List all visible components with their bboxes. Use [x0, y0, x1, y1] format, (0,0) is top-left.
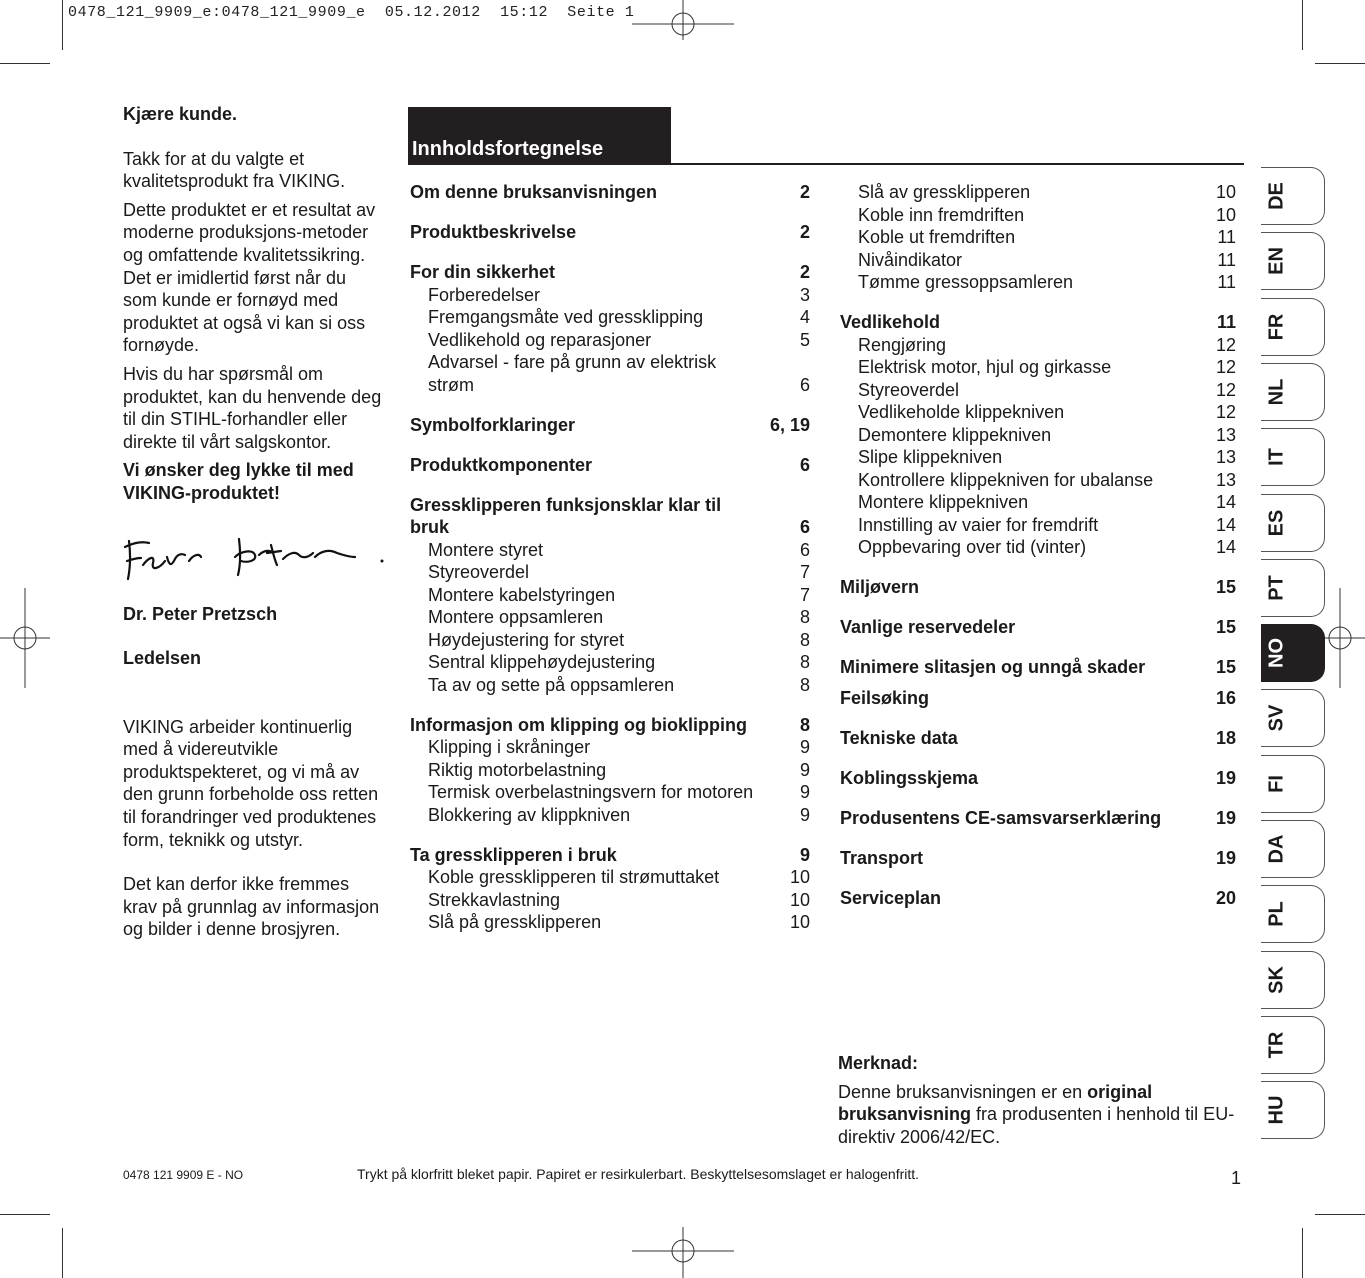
language-tab-label: HU [1265, 1095, 1288, 1125]
wish-text: Vi ønsker deg lykke til med VIKING-produktet! [123, 460, 354, 503]
document-code: 0478 121 9909 E - NO [123, 1168, 244, 1182]
language-tab-label: IT [1265, 448, 1288, 467]
toc-section-entry[interactable] [410, 414, 810, 437]
toc-entry-page: 8 [799, 629, 810, 650]
toc-entry-title: Kontrollere klippekniven for ubalanse [858, 469, 1154, 490]
toc-entry-page: 9 [799, 844, 810, 865]
toc-entry-title: Miljøvern [840, 577, 920, 597]
toc-entry-title: Ta gressklipperen i bruk [410, 844, 617, 865]
intro-paragraph: Dette produktet er et resultat av moderne produksjons-metoder og omfattende kvalitetssikring. Det er imidlertid først når du som kunde er fornøyd med produktet at også vi kan si oss fornøyde. [123, 199, 376, 356]
toc-entry-title: Vedlikeholde klippekniven [858, 402, 1065, 422]
toc-subentry[interactable] [410, 736, 810, 759]
toc-title: Innholdsfortegnelse [412, 138, 604, 160]
toc-entry-page: 9 [799, 759, 810, 780]
language-tab-es[interactable] [1261, 494, 1325, 552]
toc-entry-page: 2 [799, 262, 810, 282]
language-tab-nl[interactable] [1261, 363, 1325, 421]
toc-subentry[interactable] [840, 181, 1236, 204]
toc-entry-title: Gressklipperen funksjonsklar klar til bruk [410, 494, 722, 537]
crop-mark [62, 0, 63, 50]
toc-entry-page: 2 [799, 222, 810, 242]
toc-entry-page: 14 [1215, 492, 1236, 512]
toc-entry-page: 8 [799, 674, 810, 695]
language-tab-fr[interactable] [1261, 298, 1325, 356]
language-tab-label: FR [1265, 313, 1288, 340]
toc-entry-page: 16 [1215, 687, 1236, 708]
toc-entry-page: 12 [1215, 379, 1236, 400]
toc-entry-page: 10 [789, 889, 810, 910]
toc-entry-page: 8 [799, 652, 810, 672]
registration-mark-top [632, 0, 734, 40]
toc-entry-title: Fremgangsmåte ved gressklipping [428, 307, 704, 327]
toc-column-2 [840, 181, 1236, 909]
note-heading: Merknad: [838, 1053, 919, 1073]
toc-entry-title: Oppbevaring over tid (vinter) [858, 537, 1087, 557]
signer-name: Dr. Peter Pretzsch [123, 603, 278, 624]
toc-subentry[interactable] [840, 249, 1236, 272]
toc-section-entry[interactable] [840, 687, 1236, 710]
toc-section-entry[interactable] [410, 494, 810, 539]
toc-entry-page: 7 [799, 584, 810, 605]
toc-entry-title: Vanlige reservedeler [840, 617, 1016, 637]
intro-paragraph: Takk for at du valgte et kvalitetsprodukt fra VIKING. [123, 148, 346, 192]
toc-entry-page: 9 [799, 804, 810, 825]
intro-paragraph: VIKING arbeider kontinuerlig med å videreutvikle produktspekteret, og vi må av den grunn forbeholde oss retten til forandringer ved produktenes form, teknikk og utstyr. [123, 716, 379, 850]
toc-subentry[interactable] [840, 379, 1236, 402]
toc-entry-title: Montere oppsamleren [428, 607, 604, 627]
toc-entry-page: 6 [799, 517, 810, 537]
toc-entry-page: 12 [1215, 402, 1236, 422]
toc-subentry[interactable] [410, 351, 810, 396]
toc-entry-title: Tekniske data [840, 727, 958, 748]
language-tab-label: DE [1265, 182, 1288, 210]
toc-entry-title: Slå av gressklipperen [858, 182, 1031, 202]
toc-entry-title: Tømme gressoppsamleren [858, 272, 1074, 292]
toc-entry-title: Minimere slitasjen og unngå skader [840, 657, 1146, 677]
paper-note: Trykt på klorfritt bleket papir. Papiret er resirkulerbart. Beskyttelsesomslaget er halogenfritt. [357, 1166, 920, 1182]
toc-entry-title: Produsentens CE-samsvarserklæring [840, 807, 1162, 828]
toc-subentry[interactable] [840, 446, 1236, 469]
signature-image [123, 527, 385, 597]
toc-entry-page: 6 [799, 539, 810, 560]
crop-mark [1315, 1214, 1365, 1215]
toc-entry-title: Styreoverdel [858, 379, 960, 400]
intro-paragraph: Det kan derfor ikke fremmes krav på grunnlag av informasjon og bilder i denne brosjyren. [123, 874, 380, 940]
toc-section-entry[interactable] [410, 261, 810, 284]
toc-section-entry[interactable] [410, 181, 810, 204]
registration-mark-bottom [632, 1227, 734, 1278]
toc-entry-title: Koblingsskjema [840, 767, 979, 788]
toc-entry-title: Montere styret [428, 539, 544, 560]
crop-mark [1302, 1228, 1303, 1278]
toc-entry-title: Blokkering av klippkniven [428, 804, 631, 825]
toc-entry-page: 9 [799, 782, 810, 802]
toc-entry-page: 14 [1215, 514, 1236, 535]
language-tab-sv[interactable] [1261, 689, 1325, 747]
toc-entry-page: 10 [789, 867, 810, 887]
toc-subentry[interactable] [840, 469, 1236, 492]
toc-entry-page: 13 [1215, 424, 1236, 445]
toc-entry-page: 3 [799, 284, 810, 305]
language-tab-label: TR [1265, 1031, 1288, 1059]
toc-entry-page: 15 [1215, 657, 1236, 677]
crop-mark [1315, 63, 1365, 64]
toc-section-entry[interactable] [840, 847, 1236, 870]
toc-entry-page: 20 [1215, 887, 1236, 908]
toc-entry-page: 10 [1215, 204, 1236, 225]
language-tab-label: SK [1265, 965, 1288, 994]
toc-entry-title: Høydejustering for styret [428, 629, 625, 650]
print-slug: 0478_121_9909_e:0478_121_9909_e 05.12.2012 15:12 Seite 1 [68, 4, 635, 21]
toc-subentry[interactable] [410, 329, 810, 352]
toc-entry-page: 12 [1215, 334, 1236, 355]
toc-entry-page: 14 [1215, 537, 1236, 557]
toc-subentry[interactable] [840, 514, 1236, 537]
toc-entry-title: Advarsel - fare på grunn av elektrisk strøm [428, 352, 717, 395]
toc-subentry[interactable] [840, 226, 1236, 249]
toc-entry-title: Koble ut fremdriften [858, 227, 1016, 247]
toc-subentry[interactable] [410, 629, 810, 652]
toc-section-entry[interactable] [410, 714, 810, 737]
toc-subentry[interactable] [410, 584, 810, 607]
language-tab-label: ES [1265, 509, 1288, 536]
toc-entry-page: 5 [799, 329, 810, 350]
toc-entry-page: 18 [1215, 727, 1236, 748]
toc-entry-title: Ta av og sette på oppsamleren [428, 674, 675, 695]
language-tab-en[interactable] [1261, 232, 1325, 290]
toc-entry-title: Informasjon om klipping og bioklipping [410, 714, 747, 735]
toc-subentry[interactable] [410, 651, 810, 674]
toc-subentry[interactable] [410, 781, 810, 804]
intro-column [123, 103, 385, 947]
toc-subentry[interactable] [410, 606, 810, 629]
toc-subentry[interactable] [410, 911, 810, 934]
toc-subentry[interactable] [410, 889, 810, 912]
toc-entry-title: Termisk overbelastningsvern for motoren [428, 782, 754, 802]
toc-entry-title: Om denne bruksanvisningen [410, 182, 658, 202]
toc-section-entry[interactable] [840, 887, 1236, 910]
toc-entry-title: Montere kabelstyringen [428, 584, 616, 605]
toc-entry-title: Montere klippekniven [858, 492, 1029, 512]
toc-entry-page: 12 [1215, 357, 1236, 377]
toc-entry-title: Nivåindikator [858, 249, 963, 270]
toc-entry-page: 8 [799, 714, 810, 735]
toc-entry-page: 11 [1217, 227, 1236, 247]
toc-entry-title: Forberedelser [428, 284, 541, 305]
language-tab-sk[interactable] [1261, 951, 1325, 1009]
toc-subentry[interactable] [410, 759, 810, 782]
toc-entry-title: Produktbeskrivelse [410, 222, 577, 242]
toc-subentry[interactable] [840, 491, 1236, 514]
crop-mark [0, 1214, 50, 1215]
toc-entry-page: 11 [1216, 312, 1236, 332]
language-tab-da[interactable] [1261, 820, 1325, 878]
language-tab-label: SV [1265, 705, 1288, 732]
toc-entry-title: Sentral klippehøydejustering [428, 652, 656, 672]
language-tab-label: PT [1265, 575, 1288, 601]
toc-entry-page: 6, 19 [769, 414, 810, 435]
toc-entry-title: Strekkavlastning [428, 889, 561, 910]
toc-entry-page: 15 [1215, 577, 1236, 597]
toc-entry-page: 8 [799, 607, 810, 627]
toc-entry-page: 2 [799, 182, 810, 202]
intro-paragraph: Hvis du har spørsmål om produktet, kan du henvende deg til din STIHL-forhandler eller direkte til vårt salgskontor. [123, 363, 382, 452]
toc-entry-page: 11 [1217, 249, 1236, 270]
toc-entry-title: Rengjøring [858, 334, 947, 355]
toc-subentry[interactable] [410, 866, 810, 889]
toc-entry-title: Symbolforklaringer [410, 414, 576, 435]
toc-entry-title: Klipping i skråninger [428, 737, 591, 757]
toc-subentry[interactable] [840, 401, 1236, 424]
registration-mark-left [0, 588, 50, 688]
toc-section-entry[interactable] [840, 807, 1236, 830]
toc-entry-page: 11 [1217, 272, 1236, 292]
language-tab-label: NO [1265, 638, 1288, 669]
toc-entry-title: Koble gressklipperen til strømuttaket [428, 867, 720, 887]
toc-subentry[interactable] [840, 204, 1236, 227]
note-emphasis: original bruksanvisning [838, 1081, 1153, 1125]
toc-subentry[interactable] [840, 424, 1236, 447]
toc-subentry[interactable] [840, 356, 1236, 379]
toc-section-entry[interactable] [410, 454, 810, 477]
note-block [838, 1052, 1238, 1148]
language-tab-no[interactable] [1261, 624, 1325, 682]
toc-entry-title: Riktig motorbelastning [428, 759, 607, 780]
language-tab-label: EN [1265, 247, 1288, 276]
toc-entry-page: 19 [1215, 847, 1236, 868]
toc-section-entry[interactable] [410, 844, 810, 867]
language-tab-fi[interactable] [1261, 755, 1325, 813]
toc-title-bar [408, 107, 671, 163]
toc-entry-title: Serviceplan [840, 887, 942, 908]
language-tab-pl[interactable] [1261, 885, 1325, 943]
toc-subentry[interactable] [410, 561, 810, 584]
toc-entry-page: 13 [1215, 447, 1236, 467]
toc-subentry[interactable] [410, 539, 810, 562]
toc-subentry[interactable] [410, 674, 810, 697]
language-tab-it[interactable] [1261, 428, 1325, 486]
toc-entry-title: Demontere klippekniven [858, 424, 1052, 445]
language-tab-label: PL [1265, 901, 1288, 928]
toc-entry-title: Vedlikehold og reparasjoner [428, 329, 652, 350]
toc-section-entry[interactable] [410, 221, 810, 244]
signer-role: Ledelsen [123, 648, 202, 669]
toc-entry-page: 4 [799, 307, 810, 327]
toc-subentry[interactable] [840, 271, 1236, 294]
divider [408, 163, 1244, 165]
crop-mark [1302, 0, 1303, 50]
toc-entry-page: 10 [1215, 182, 1236, 202]
toc-entry-title: Slå på gressklipperen [428, 912, 602, 932]
toc-entry-page: 10 [789, 912, 810, 932]
note-text-part: Denne bruksanvisningen er en [838, 1081, 1088, 1102]
toc-entry-page: 19 [1215, 807, 1236, 828]
toc-entry-page: 19 [1215, 767, 1236, 788]
toc-entry-title: For din sikkerhet [410, 262, 556, 282]
toc-subentry[interactable] [840, 334, 1236, 357]
toc-entry-title: Transport [840, 847, 924, 868]
toc-entry-title: Feilsøking [840, 687, 930, 708]
language-tab-hu[interactable] [1261, 1081, 1325, 1139]
toc-section-entry[interactable] [840, 616, 1236, 639]
toc-entry-page: 7 [799, 562, 810, 582]
language-tab-pt[interactable] [1261, 559, 1325, 617]
toc-column-1 [410, 181, 810, 934]
toc-entry-page: 13 [1215, 469, 1236, 490]
toc-entry-title: Slipe klippekniven [858, 447, 1003, 467]
note-text-part: fra produsenten i henhold til EU-direktiv 2006/42/EC. [838, 1104, 1235, 1147]
toc-entry-title: Styreoverdel [428, 562, 530, 582]
language-tab-label: NL [1265, 378, 1288, 406]
toc-entry-title: Elektrisk motor, hjul og girkasse [858, 357, 1112, 377]
toc-entry-title: Koble inn fremdriften [858, 204, 1025, 225]
toc-subentry[interactable] [410, 284, 810, 307]
toc-entry-title: Produktkomponenter [410, 454, 593, 475]
language-tab-label: DA [1265, 834, 1288, 864]
toc-subentry[interactable] [410, 804, 810, 827]
language-tab-label: FI [1265, 774, 1288, 793]
toc-section-entry[interactable] [840, 656, 1236, 679]
crop-mark [0, 63, 50, 64]
greeting: Kjære kunde. [123, 104, 238, 124]
toc-entry-page: 6 [799, 374, 810, 395]
page-number: 1 [1231, 1168, 1242, 1188]
toc-entry-page: 6 [799, 454, 810, 475]
toc-section-entry[interactable] [840, 767, 1236, 790]
language-tab-de[interactable] [1261, 167, 1325, 225]
toc-subentry[interactable] [410, 306, 810, 329]
toc-entry-page: 9 [799, 737, 810, 757]
note-text [838, 1081, 1238, 1149]
toc-entry-title: Innstilling av vaier for fremdrift [858, 514, 1099, 535]
language-tab-tr[interactable] [1261, 1016, 1325, 1074]
toc-section-entry[interactable] [840, 311, 1236, 334]
crop-mark [62, 1228, 63, 1278]
toc-entry-page: 15 [1215, 617, 1236, 637]
toc-section-entry[interactable] [840, 727, 1236, 750]
toc-section-entry[interactable] [840, 576, 1236, 599]
toc-subentry[interactable] [840, 536, 1236, 559]
toc-entry-title: Vedlikehold [840, 312, 941, 332]
